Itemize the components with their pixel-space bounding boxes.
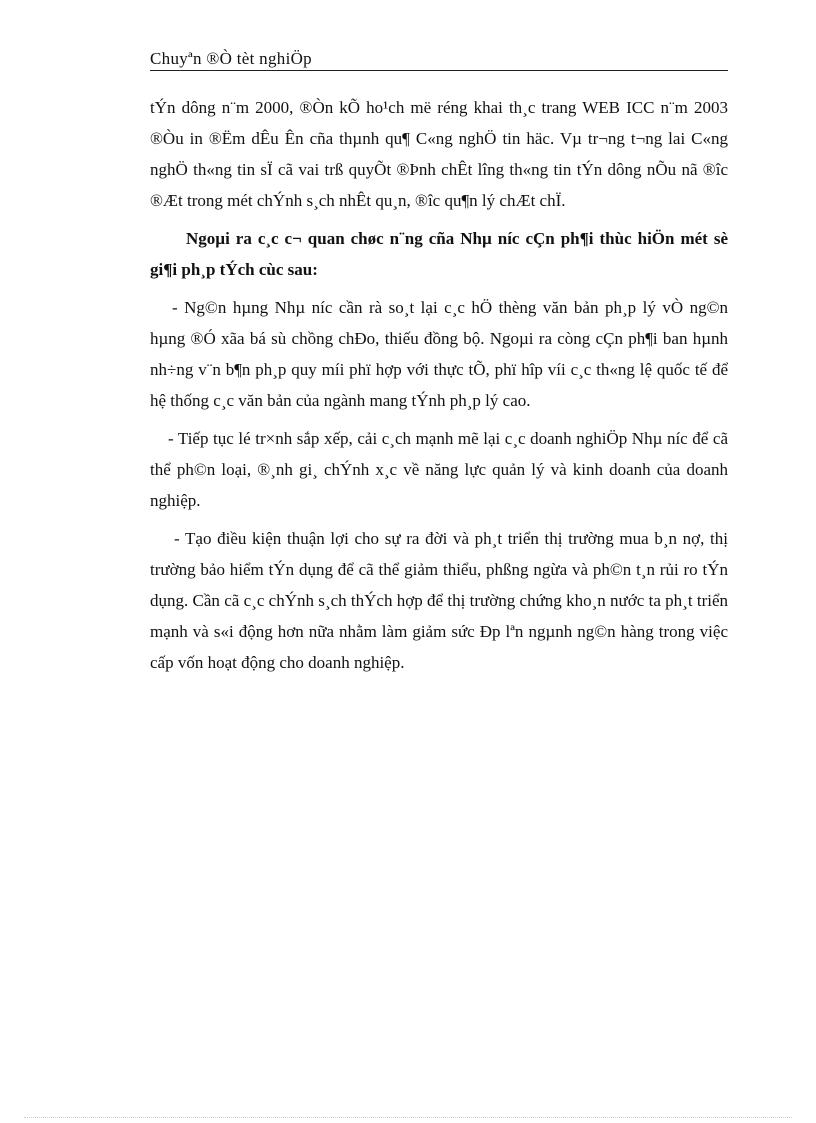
paragraph-legal-documents: - Ng©n hµng Nhµ níc cần rà so¸t lại c¸c hÖ thèng văn bản ph¸p lý vÒ ng©n hµng ®Ó xãa bá sù chồng chÐo, thiếu đồng bộ. Ngoµi ra còng cÇn ph¶i ban hµnh nh÷ng v¨n b¶n ph¸p quy míi phï hợp với thực tÕ, phï hîp víi c¸c th«ng lệ quốc tế để hệ thống c¸c văn bản của ngành mang tÝnh ph¸p lý cao. bbox=[150, 298, 728, 410]
page-bottom-divider bbox=[24, 1117, 792, 1118]
paragraph-enterprise-restructuring: - Tiếp tục lé tr×nh sắp xếp, cải c¸ch mạnh mẽ lại c¸c doanh nghiÖp Nhµ níc để cã thể ph©n loại, ®¸nh gi¸ chÝnh x¸c về năng lực quản lý và kinh doanh của doanh nghiệp. bbox=[150, 429, 728, 510]
paragraph-intro-continuation: tÝn dông n¨m 2000, ®Òn kÕ ho¹ch më réng khai th¸c trang WEB ICC n¨m 2003 ®Òu in ®Ëm dÊu Ên cña thµnh qu¶ C«ng nghÖ tin häc. Vµ tr¬ng t¬ng lai C«ng nghÖ th«ng tin sÏ cã vai trß quyÕt ®Þnh chÊt lîng th«ng tin tÝn dông nÕu nã ®îc ®Æt trong mét chÝnh s¸ch nhÊt qu¸n, ®îc qu¶n lý chÆt chÏ. bbox=[150, 98, 728, 210]
paragraph-bold-statement: Ngoµi ra c¸c c¬ quan chøc n¨ng cña Nhµ níc cÇn ph¶i thùc hiÖn mét sè gi¶i ph¸p tÝch cùc sau: bbox=[150, 229, 728, 279]
page-header: Chuyªn ®Ò tèt nghiÖp bbox=[150, 48, 728, 71]
document-body bbox=[150, 92, 728, 678]
paragraph-debt-market: - Tạo điều kiện thuận lợi cho sự ra đời và ph¸t triển thị trường mua b¸n nợ, thị trường bảo hiểm tÝn dụng để cã thể giảm thiểu, phßng ngừa và ph©n t¸n rủi ro tÝn dụng. Cần cã c¸c chÝnh s¸ch thÝch hợp để thị trường chứng kho¸n nước ta ph¸t triển mạnh và s«i động hơn nữa nhằm làm giảm sức Ðp lªn ngµnh ng©n hàng trong việc cấp vốn hoạt động cho doanh nghiệp. bbox=[150, 529, 728, 672]
